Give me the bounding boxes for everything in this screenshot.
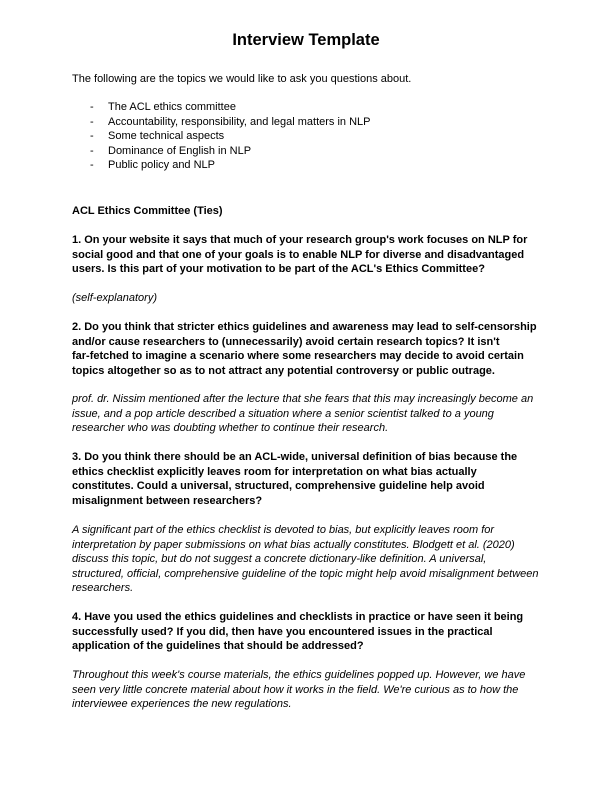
- question-line: misalignment between researchers?: [72, 494, 263, 507]
- topic-text: The ACL ethics committee: [108, 101, 236, 113]
- bullet-dash: -: [90, 144, 94, 157]
- question-line: topics altogether so as to not attract any potential controversy or public outrage.: [72, 364, 495, 377]
- question-line: successfully used? If you did, then have you encountered issues in the practical: [72, 625, 493, 638]
- question-3: [72, 450, 517, 508]
- answer-2: [72, 392, 533, 436]
- question-line: social good and that one of your goals is to enable NLP for diverse and disadvantaged: [72, 248, 525, 261]
- answer-line: researchers.: [72, 582, 134, 595]
- list-item: [72, 115, 371, 130]
- answer-4: [72, 668, 525, 712]
- question-1: [72, 233, 527, 277]
- bullet-dash: -: [90, 101, 94, 113]
- answer-line: seen very little concrete material about how it works in the field. We're curious as to how the: [72, 683, 519, 696]
- list-item: [72, 100, 371, 115]
- question-line: 4. Have you used the ethics guidelines and checklists in practice or have seen it being: [72, 611, 524, 623]
- question-line: 2. Do you think that stricter ethics guidelines and awareness may lead to self-censorship: [72, 321, 537, 333]
- answer-line: interviewee experiences the new regulations.: [72, 698, 292, 711]
- section-heading: ACL Ethics Committee (Ties): [72, 205, 223, 217]
- answer-line: interpretation by paper submissions on what bias actually constitutes. Blodgett et al. (2020): [72, 538, 515, 551]
- bullet-dash: -: [90, 159, 94, 172]
- answer-line: structured, official, comprehensive guideline of the topic might help avoid misalignment between: [72, 567, 539, 580]
- question-2: [72, 320, 537, 378]
- question-line: 1. On your website it says that much of your research group's work focuses on NLP for: [72, 234, 528, 246]
- question-line: 3. Do you think there should be an ACL-wide, universal definition of bias because the: [72, 451, 518, 463]
- answer-line: discuss this topic, but do not suggest a concrete dictionary-like definition. A universal,: [72, 553, 487, 566]
- topic-text: Dominance of English in NLP: [108, 144, 252, 157]
- intro-text: The following are the topics we would like to ask you questions about.: [72, 73, 412, 85]
- question-line: far-fetched to imagine a scenario where some researchers may decide to avoid certain: [72, 350, 524, 363]
- answer-line: (self-explanatory): [72, 292, 157, 304]
- list-item: [72, 158, 371, 173]
- answer-3: [72, 523, 539, 596]
- page-title: Interview Template: [232, 31, 380, 49]
- topic-text: Some technical aspects: [108, 130, 225, 143]
- question-line: application of the guidelines that should be addressed?: [72, 640, 364, 653]
- question-line: users. Is this part of your motivation to be part of the ACL's Ethics Committee?: [72, 263, 485, 276]
- bullet-dash: -: [90, 130, 94, 143]
- topic-list: [72, 100, 371, 173]
- question-line: and/or cause researchers to (unnecessarily) avoid certain research topics? It isn't: [72, 335, 500, 348]
- question-line: ethics checklist explicitly leaves room for interpretation on what bias actually: [72, 465, 477, 478]
- topic-text: Public policy and NLP: [108, 159, 216, 172]
- answer-line: prof. dr. Nissim mentioned after the lecture that she fears that this may increasingly become an: [72, 393, 534, 405]
- answer-line: A significant part of the ethics checklist is devoted to bias, but explicitly leaves room for: [72, 524, 495, 536]
- bullet-dash: -: [90, 115, 94, 128]
- answer-1: [72, 291, 157, 306]
- answer-line: issue, and a pop article described a situation where a senior scientist talked to a young: [72, 407, 494, 420]
- topic-text: Accountability, responsibility, and legal matters in NLP: [108, 115, 371, 128]
- answer-line: researcher who was doubting whether to continue their research.: [72, 422, 389, 435]
- question-4: [72, 610, 523, 654]
- list-item: [72, 144, 371, 159]
- list-item: [72, 129, 371, 144]
- answer-line: Throughout this week's course materials, the ethics guidelines popped up. However, we have: [72, 669, 526, 681]
- question-line: constitutes. Could a universal, structured, comprehensive guideline help avoid: [72, 480, 485, 493]
